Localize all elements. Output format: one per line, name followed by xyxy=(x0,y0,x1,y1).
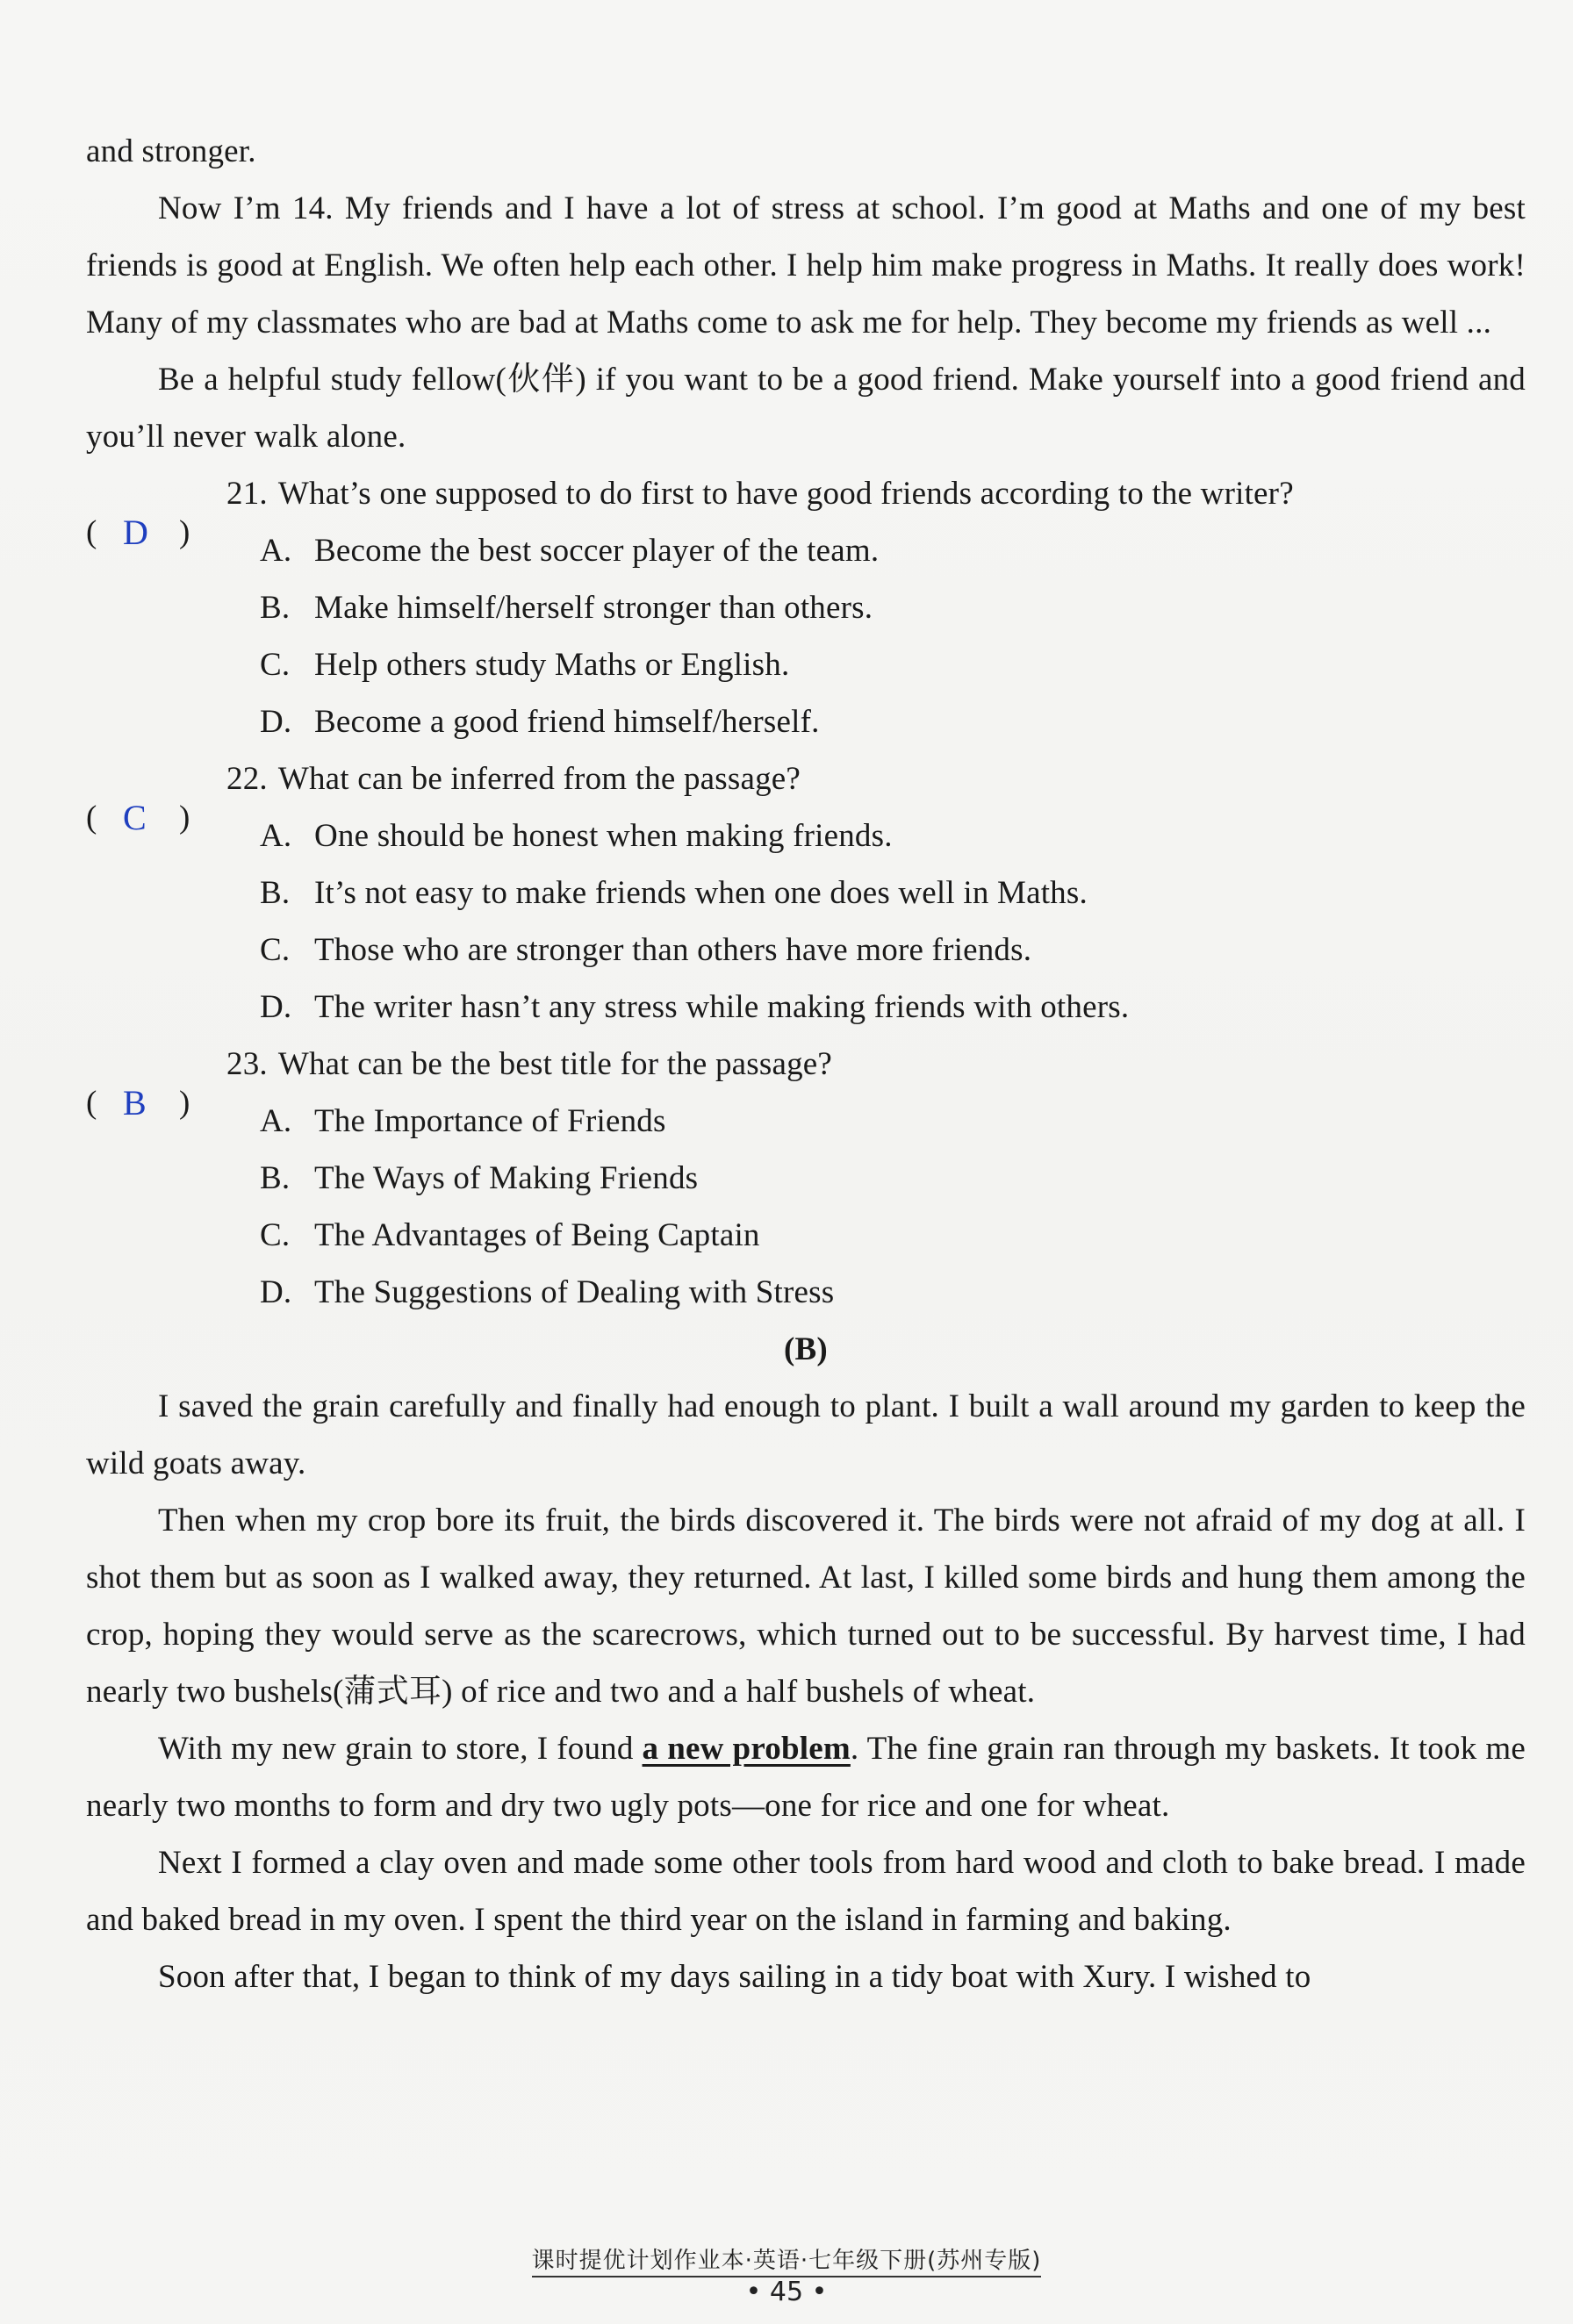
option-label: D. xyxy=(260,704,292,740)
passage-b-para2: Then when my crop bore its fruit, the birds discovered it. The birds were not afraid of my dog at all. I shot them but as soon as I walked away, they returned. At last, I killed some birds and hung them among the crop, hoping they would serve as the scarecrows, which turned out to be successful. By harvest time, I had nearly two bushels(蒲式耳) of rice and two and a half bushels of wheat. xyxy=(86,1503,1526,1710)
paren-open: ( xyxy=(86,514,97,550)
option-text: One should be honest when making friends. xyxy=(314,818,893,854)
option-text: The writer hasn’t any stress while making friends with others. xyxy=(314,989,1130,1025)
paren-close: ) xyxy=(179,1085,190,1121)
paren-close: ) xyxy=(179,514,190,550)
option-label: D. xyxy=(260,989,292,1025)
option-23-c xyxy=(86,1207,1526,1264)
option-21-a xyxy=(86,522,1526,579)
question-text-22: What can be inferred from the passage? xyxy=(277,761,801,797)
question-number-23: 23. xyxy=(226,1046,268,1082)
passage-b-para1: I saved the grain carefully and finally had enough to plant. I built a wall around my garden to keep the wild goats away. xyxy=(86,1388,1526,1481)
answer-23: B xyxy=(123,1083,147,1123)
option-22-a xyxy=(86,807,1526,864)
question-number-22: 22. xyxy=(226,761,268,797)
option-label: B. xyxy=(260,1160,291,1196)
passage-b-para3 xyxy=(86,1720,1526,1834)
paren-open: ( xyxy=(86,800,97,836)
option-21-b xyxy=(86,579,1526,636)
passage-a-line0: and stronger. xyxy=(86,133,256,169)
option-22-b xyxy=(86,864,1526,922)
option-text: Become the best soccer player of the team. xyxy=(314,533,880,569)
page-number: • 45 • xyxy=(745,2277,828,2307)
section-title-b: (B) xyxy=(784,1331,828,1367)
option-label: B. xyxy=(260,875,291,911)
passage-b-para4: Next I formed a clay oven and made some other tools from hard wood and cloth to bake bread. I made and baked bread in my oven. I spent the third year on the island in farming and baking. xyxy=(86,1845,1526,1938)
option-21-c xyxy=(86,636,1526,693)
option-label: A. xyxy=(260,818,292,854)
paren-open: ( xyxy=(86,1085,97,1121)
answer-21: D xyxy=(123,513,149,552)
question-text-21: What’s one supposed to do first to have good friends according to the writer? xyxy=(277,476,1294,512)
option-text: Make himself/herself stronger than others. xyxy=(314,590,873,626)
option-label: A. xyxy=(260,533,292,569)
option-text: The Ways of Making Friends xyxy=(314,1160,699,1196)
option-text: Become a good friend himself/herself. xyxy=(314,704,820,740)
option-text: The Advantages of Being Captain xyxy=(314,1217,760,1253)
option-label: B. xyxy=(260,590,291,626)
option-label: A. xyxy=(260,1103,292,1139)
footer-title-text: 课时提优计划作业本·英语·七年级下册(苏州专版) xyxy=(532,2248,1042,2277)
passage-a-para2: Be a helpful study fellow(伙伴) if you want to be a good friend. Make yourself into a good friend and you’ll never walk alone. xyxy=(86,362,1526,455)
para3-text-after: . The fine grain ran through my baskets. It took me nearly two months to form and dry two ugly pots—one for rice and one for wheat. xyxy=(86,1731,1526,1824)
paren-close: ) xyxy=(179,800,190,836)
option-22-c xyxy=(86,922,1526,979)
para3-text-before: With my new grain to store, I found xyxy=(158,1731,643,1767)
option-label: D. xyxy=(260,1274,292,1310)
answer-22: C xyxy=(123,798,147,837)
option-23-a xyxy=(86,1093,1526,1150)
underlined-phrase: a new problem xyxy=(642,1731,851,1767)
page-content xyxy=(86,123,1526,2005)
option-text: It’s not easy to make friends when one does well in Maths. xyxy=(314,875,1088,911)
option-21-d xyxy=(86,693,1526,750)
option-text: Help others study Maths or English. xyxy=(314,647,790,683)
option-label: C. xyxy=(260,1217,291,1253)
option-text: The Importance of Friends xyxy=(314,1103,666,1139)
option-text: Those who are stronger than others have more friends. xyxy=(314,932,1032,968)
question-text-23: What can be the best title for the passage? xyxy=(277,1046,833,1082)
option-23-d xyxy=(86,1264,1526,1321)
footer-book-title xyxy=(0,2242,1573,2275)
option-label: C. xyxy=(260,647,291,683)
option-text: The Suggestions of Dealing with Stress xyxy=(314,1274,835,1310)
option-label: C. xyxy=(260,932,291,968)
passage-a-para1: Now I’m 14. My friends and I have a lot of stress at school. I’m good at Maths and one of my best friends is good at English. We often help each other. I help him make progress in Maths. It really does work! Many of my classmates who are bad at Maths come to ask me for help. They become my friends as well ... xyxy=(86,190,1526,341)
option-23-b xyxy=(86,1150,1526,1207)
question-number-21: 21. xyxy=(226,476,268,512)
option-22-d xyxy=(86,979,1526,1036)
passage-b-para5: Soon after that, I began to think of my days sailing in a tidy boat with Xury. I wished to xyxy=(158,1959,1311,1995)
